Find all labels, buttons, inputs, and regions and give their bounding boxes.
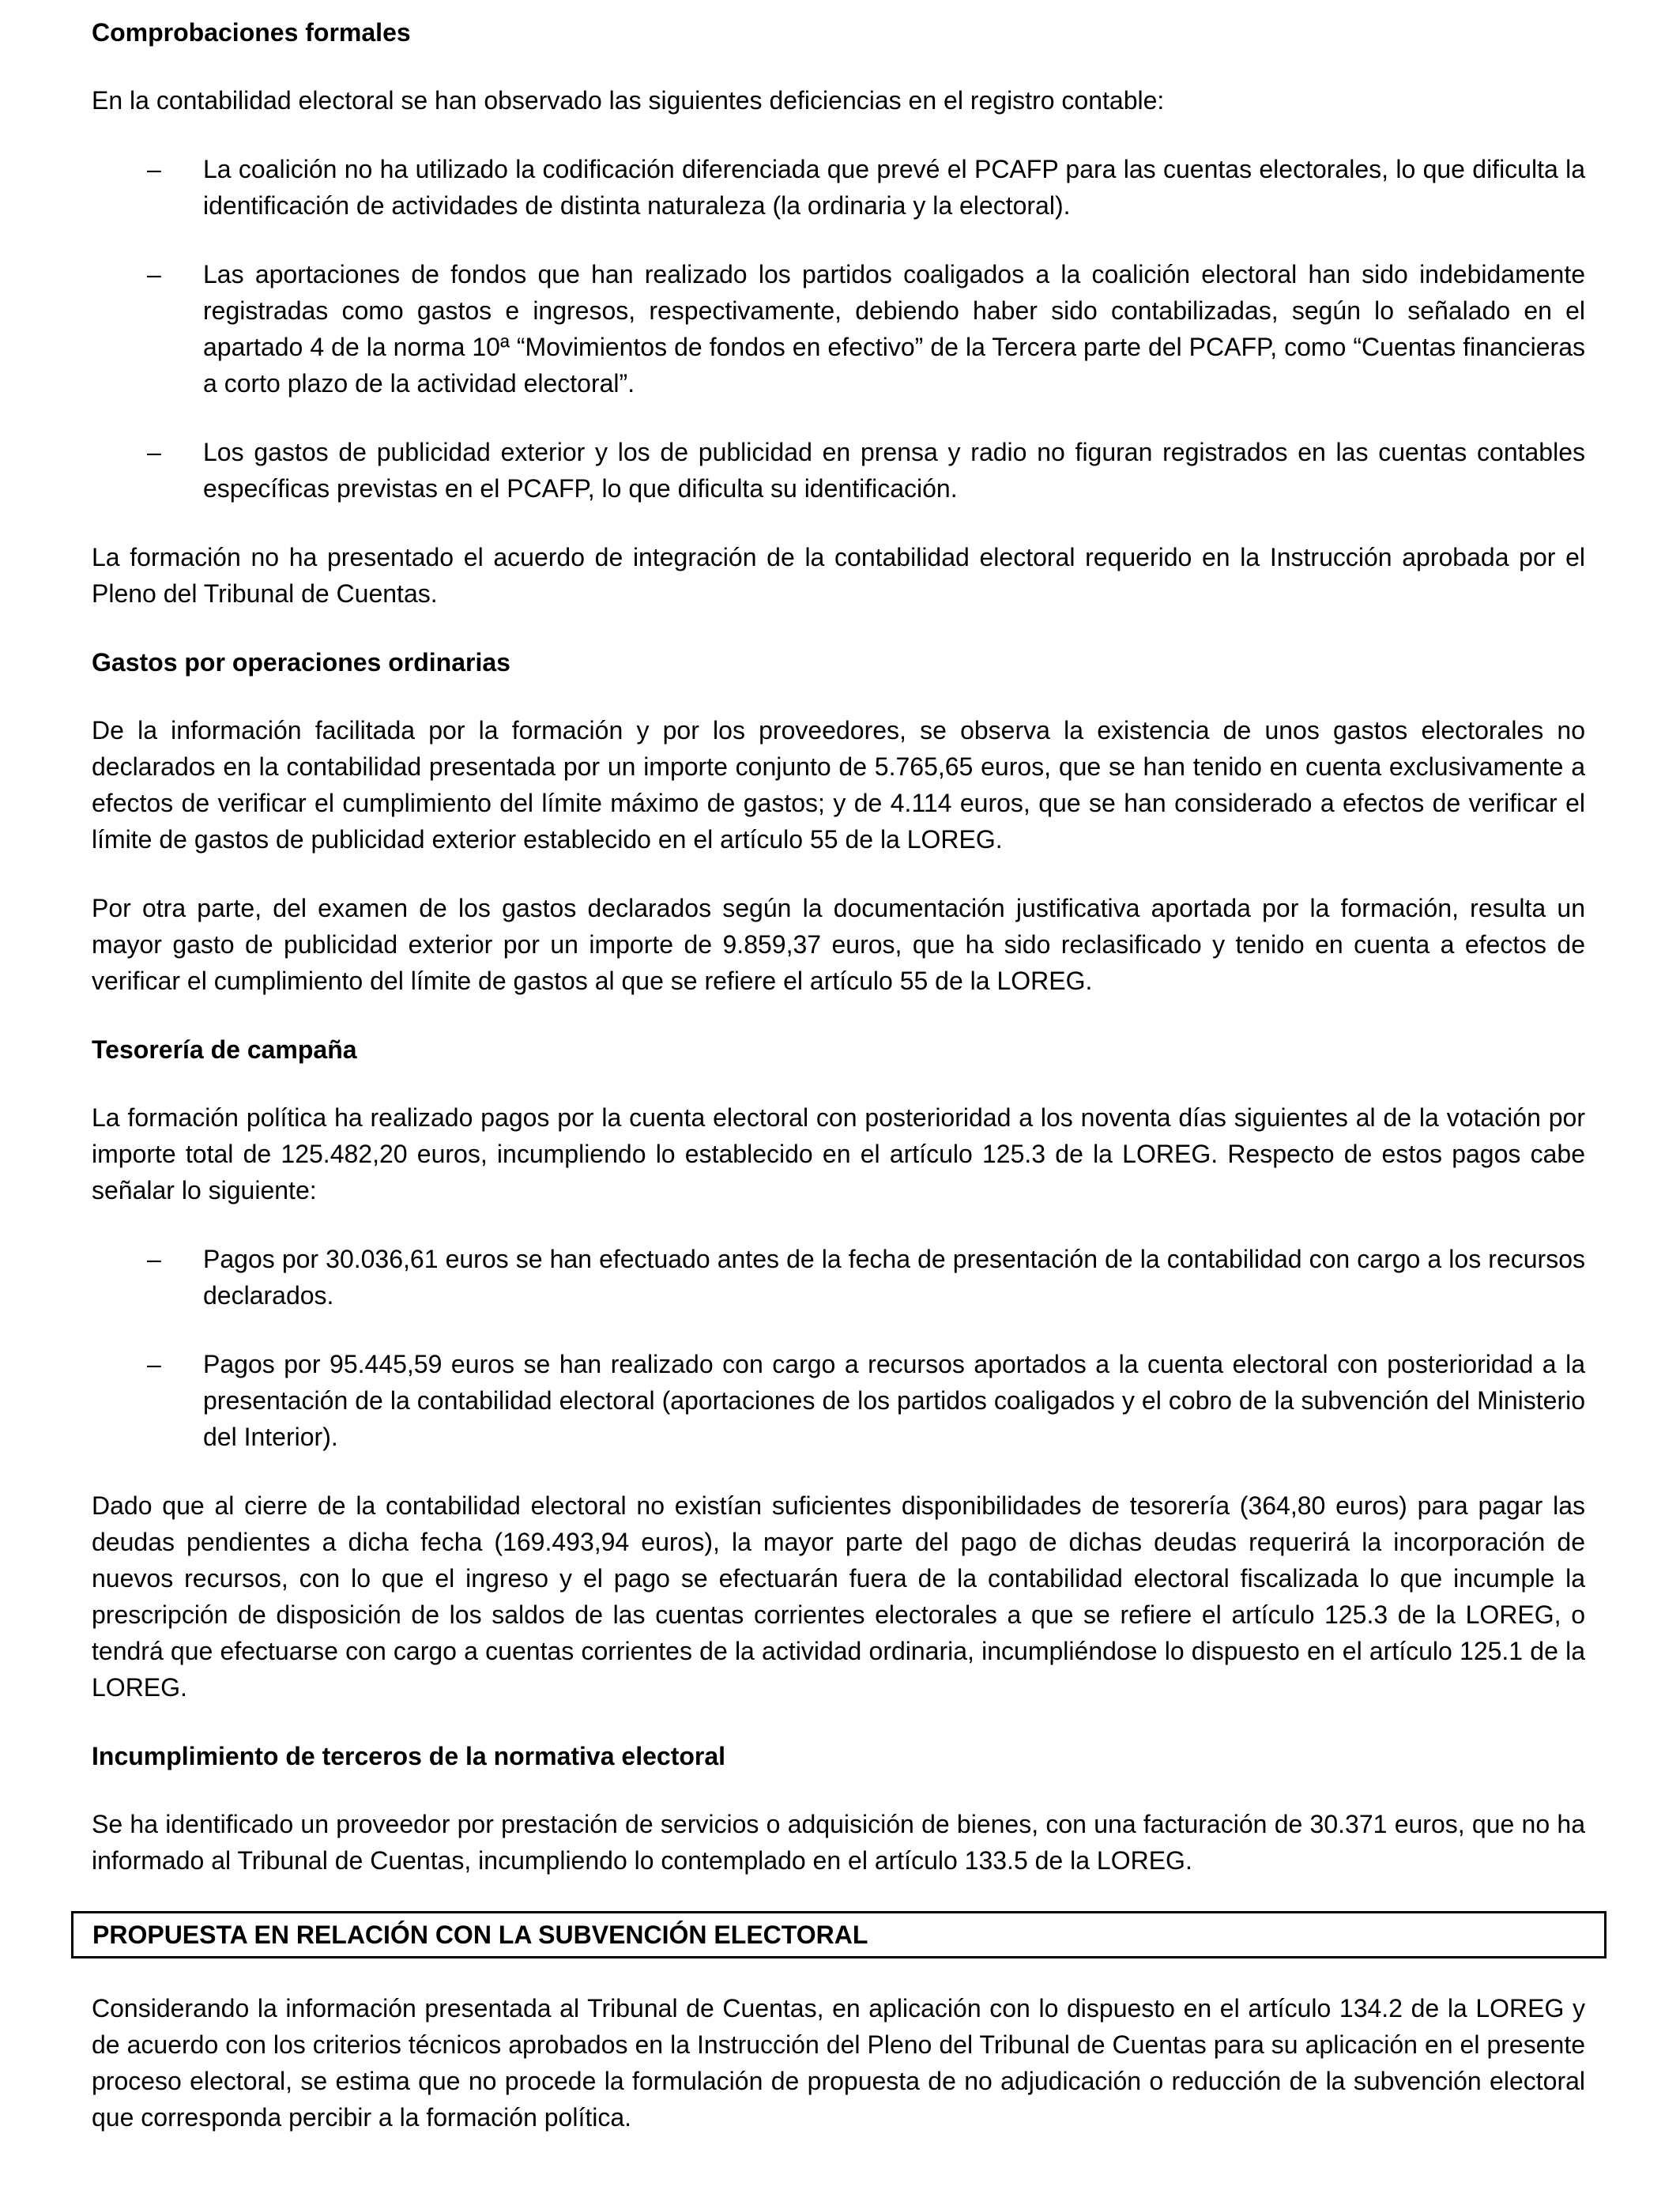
list-item <box>92 151 1585 224</box>
list-item-text: Pagos por 95.445,59 euros se han realizado con cargo a recursos aportados a la cuenta electoral con posterioridad a la presentación de la contabilidad electoral (aportaciones de los partidos coaligados y el cobro de la subvención del Ministerio del Interior). <box>203 1350 1585 1451</box>
paragraph-intro-deficiencias: En la contabilidad electoral se han observado las siguientes deficiencias en el registro contable: <box>92 86 1165 115</box>
list-item-text: Los gastos de publicidad exterior y los de publicidad en prensa y radio no figuran registrados en las cuentas contables específicas previstas en el PCAFP, lo que dificulta su identificación. <box>203 438 1585 503</box>
paragraph-gastos-no-declarados: De la información facilitada por la formación y por los proveedores, se observa la existencia de unos gastos electorales no declarados en la contabilidad presentada por un importe conjunto de 5.765,65 euros, que se han tenido en cuenta exclusivamente a efectos de verificar el cumplimiento del límite máximo de gastos; y de 4.114 euros, que se han considerado a efectos de verificar el límite de gastos de publicidad exterior establecido en el artículo 55 de la LOREG. <box>92 716 1585 854</box>
section-heading-incumplimiento-terceros: Incumplimiento de terceros de la normativa electoral <box>92 1742 726 1770</box>
paragraph-proveedor: Se ha identificado un proveedor por prestación de servicios o adquisición de bienes, con una facturación de 30.371 euros, que no ha informado al Tribunal de Cuentas, incumpliendo lo contemplado en el artículo 133.5 de la LOREG. <box>92 1810 1585 1875</box>
dash-bullet: – <box>147 1245 161 1273</box>
section-heading-gastos-ordinarias: Gastos por operaciones ordinarias <box>92 648 510 677</box>
dash-bullet: – <box>147 155 161 183</box>
boxed-heading-propuesta: PROPUESTA EN RELACIÓN CON LA SUBVENCIÓN ELECTORAL <box>71 1911 1607 1958</box>
paragraph-disponibilidades-tesoreria: Dado que al cierre de la contabilidad electoral no existían suficientes disponibilidades de tesorería (364,80 euros) para pagar las deudas pendientes a dicha fecha (169.493,94 euros), la mayor parte del pago de dichas deudas requerirá la incorporación de nuevos recursos, con lo que el ingreso y el pago se efectuarán fuera de la contabilidad electoral fiscalizada lo que incumple la prescripción de disposición de los saldos de las cuentas corrientes electorales a que se refiere el artículo 125.3 de la LOREG, o tendrá que efectuarse con cargo a cuentas corrientes de la actividad ordinaria, incumpliéndose lo dispuesto en el artículo 125.1 de la LOREG. <box>92 1491 1585 1702</box>
list-item <box>92 1241 1585 1314</box>
paragraph-acuerdo-integracion: La formación no ha presentado el acuerdo de integración de la contabilidad electoral requerido en la Instrucción aprobada por el Pleno del Tribunal de Cuentas. <box>92 543 1585 608</box>
dash-bullet: – <box>147 260 161 288</box>
list-item <box>92 1346 1585 1455</box>
paragraph-propuesta: Considerando la información presentada al Tribunal de Cuentas, en aplicación con lo dispuesto en el artículo 134.2 de la LOREG y de acuerdo con los criterios técnicos aprobados en la Instrucción del Pleno del Tribunal de Cuentas para su aplicación en el presente proceso electoral, se estima que no procede la formulación de propuesta de no adjudicación o reducción de la subvención electoral que corresponda percibir a la formación política. <box>92 1994 1585 2132</box>
section-heading-tesoreria: Tesorería de campaña <box>92 1035 357 1064</box>
pagos-list <box>92 1241 1585 1455</box>
document-page <box>92 14 1585 2168</box>
list-item <box>92 256 1585 401</box>
paragraph-pagos-posteriores: La formación política ha realizado pagos por la cuenta electoral con posterioridad a los noventa días siguientes al de la votación por importe total de 125.482,20 euros, incumpliendo lo establecido en el artículo 125.3 de la LOREG. Respecto de estos pagos cabe señalar lo siguiente: <box>92 1103 1585 1204</box>
list-item-text: Las aportaciones de fondos que han realizado los partidos coaligados a la coalición electoral han sido indebidamente registradas como gastos e ingresos, respectivamente, debiendo haber sido contabilizadas, según lo señalado en el apartado 4 de la norma 10ª “Movimientos de fondos en efectivo” de la Tercera parte del PCAFP, como “Cuentas financieras a corto plazo de la actividad electoral”. <box>203 260 1585 398</box>
list-item-text: La coalición no ha utilizado la codificación diferenciada que prevé el PCAFP para las cuentas electorales, lo que dificulta la identificación de actividades de distinta naturaleza (la ordinaria y la electoral). <box>203 155 1585 220</box>
paragraph-publicidad-exterior: Por otra parte, del examen de los gastos declarados según la documentación justificativa aportada por la formación, resulta un mayor gasto de publicidad exterior por un importe de 9.859,37 euros, que ha sido reclasificado y tenido en cuenta a efectos de verificar el cumplimiento del límite de gastos al que se refiere el artículo 55 de la LOREG. <box>92 894 1585 995</box>
section-heading-comprobaciones: Comprobaciones formales <box>92 18 411 47</box>
dash-bullet: – <box>147 1350 161 1378</box>
dash-bullet: – <box>147 438 161 466</box>
deficiencias-list <box>92 151 1585 507</box>
list-item-text: Pagos por 30.036,61 euros se han efectuado antes de la fecha de presentación de la contabilidad con cargo a los recursos declarados. <box>203 1245 1585 1310</box>
list-item <box>92 434 1585 507</box>
